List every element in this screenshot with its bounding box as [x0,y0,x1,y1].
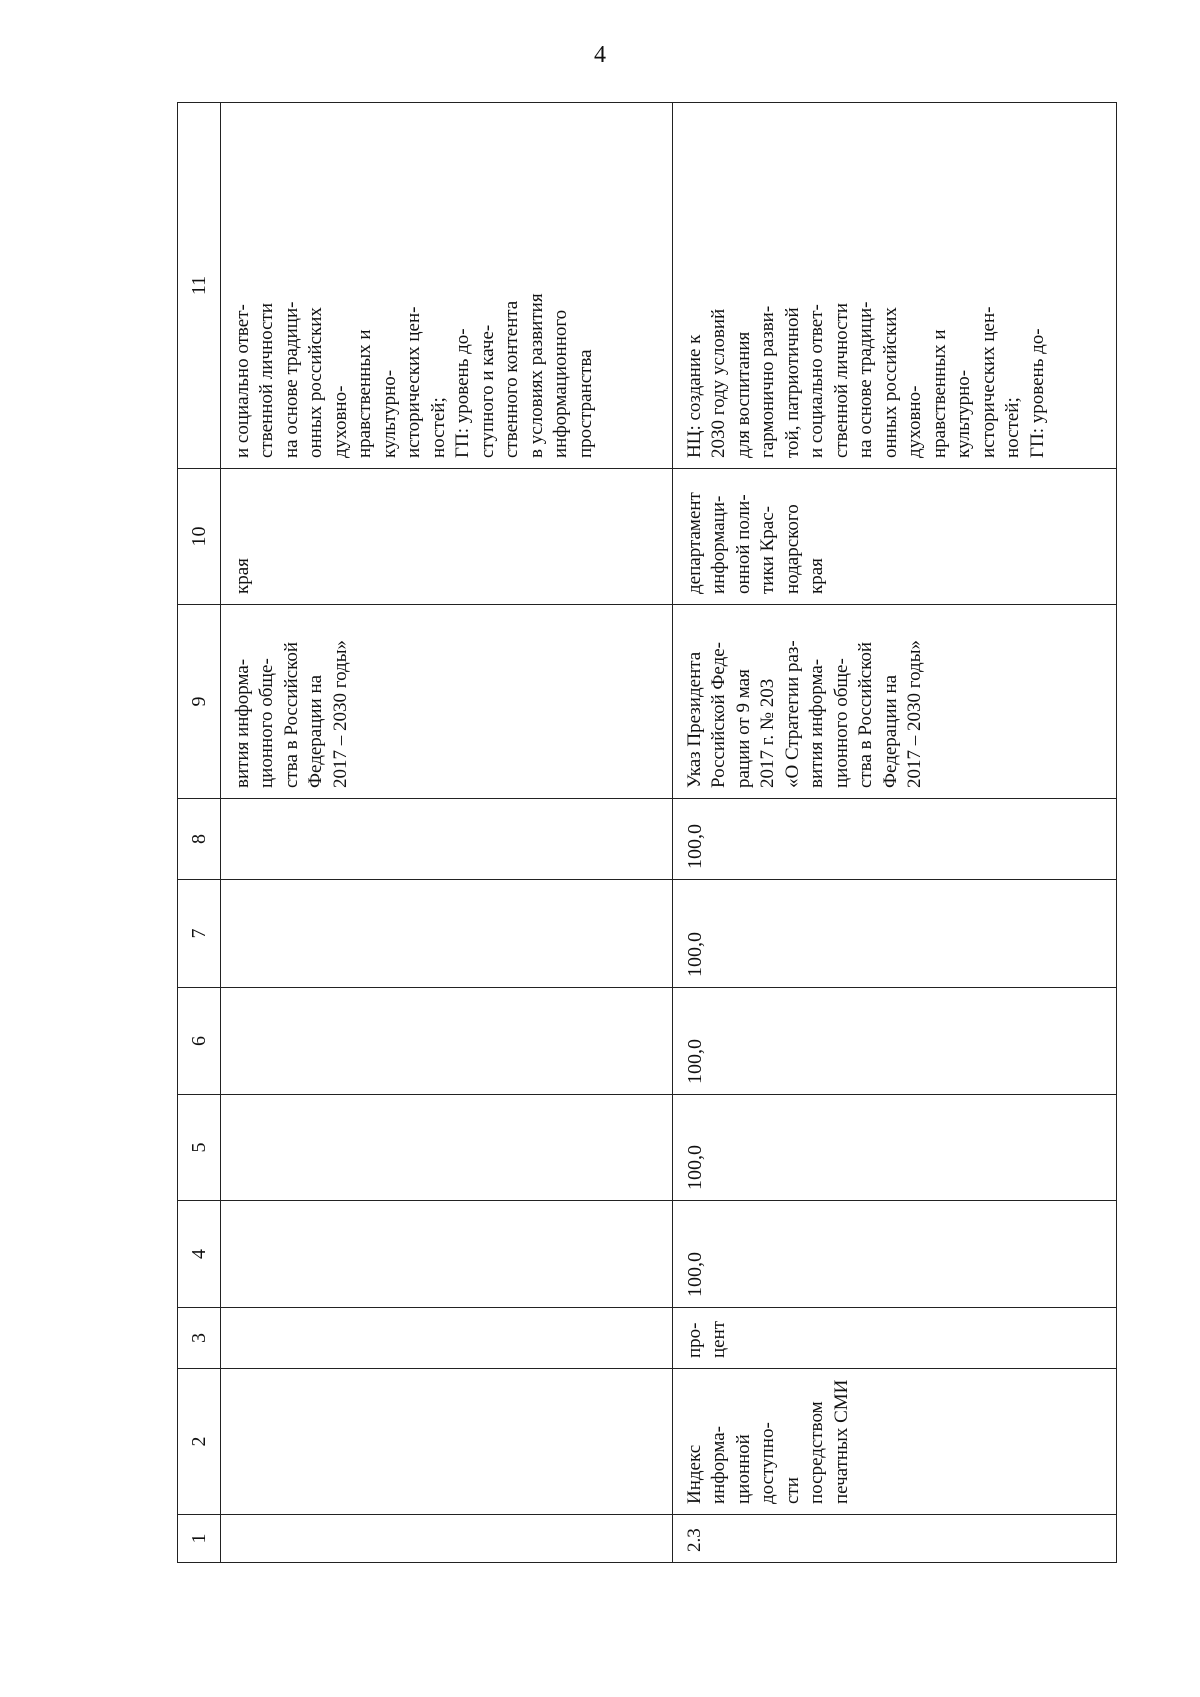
cell-value: 100,0 [672,880,1116,988]
table-row [672,103,1116,1563]
cell-responsible: края [220,469,672,605]
cell-number [220,1515,672,1563]
column-header: 3 [178,1308,221,1369]
column-header: 10 [178,469,221,605]
cell-indicator-name: Индекс информа- ционной доступно- сти посредством печатных СМИ [672,1369,1116,1515]
cell-value: 100,0 [672,988,1116,1095]
column-header: 8 [178,799,221,880]
column-header: 5 [178,1095,221,1201]
cell-source-document: Указ Президента Российской Феде- рации от 9 мая 2017 г. № 203 «О Стратегии раз- вития информа- ционного обще- ства в Российской Федерации на 2017 – 2030 годы» [672,605,1116,799]
column-header: 7 [178,880,221,988]
page-number: 4 [594,42,606,68]
table-row [220,103,672,1563]
rotated-table-wrapper [177,103,1117,1563]
cell-value: 100,0 [672,799,1116,880]
table-header-row [178,103,221,1563]
column-header: 11 [178,103,221,469]
cell-value [220,988,672,1095]
cell-unit [220,1308,672,1369]
cell-value [220,799,672,880]
cell-value [220,880,672,988]
cell-value [220,1201,672,1308]
cell-unit: про- цент [672,1308,1116,1369]
cell-value: 100,0 [672,1201,1116,1308]
cell-responsible: департамент информаци- онной поли- тики Крас- нодарского края [672,469,1116,605]
cell-indicator-name [220,1369,672,1515]
column-header: 2 [178,1369,221,1515]
cell-value [220,1095,672,1201]
cell-goal: и социально ответ- ственной личности на основе традици- онных российских духовно- нравственных и культурно- исторических цен- ностей; ГП: уровень до- ступного и каче- ственного контента в условиях развития информационного пространства [220,103,672,469]
column-header: 6 [178,988,221,1095]
cell-number: 2.3 [672,1515,1116,1563]
column-header: 1 [178,1515,221,1563]
column-header: 9 [178,605,221,799]
cell-goal: НЦ: создание к 2030 году условий для воспитания гармонично разви- той, патриотичной и социально ответ- ственной личности на основе традици- онных российских духовно- нравственных и культурно- исторических цен- ностей; ГП: уровень до- [672,103,1116,469]
column-header: 4 [178,1201,221,1308]
cell-value: 100,0 [672,1095,1116,1201]
indicators-table [177,102,1117,1563]
cell-source-document: вития информа- ционного обще- ства в Российской Федерации на 2017 – 2030 годы» [220,605,672,799]
